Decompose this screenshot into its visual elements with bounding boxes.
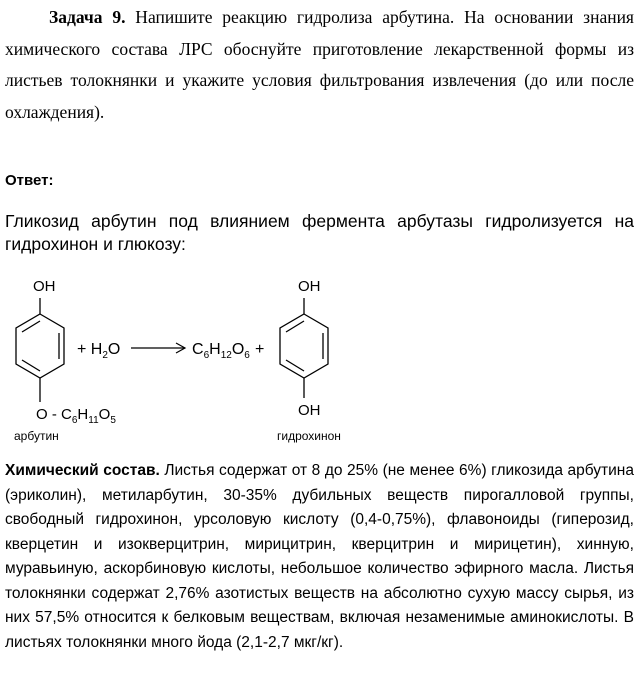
task-text: Напишите реакцию гидролиза арбутина. На основании знания химического состава ЛРС обоснуйте приготовление лекарственной формы из листьев толокнянки и укажите условия фильтрования извлечения (до или после охлаждения). xyxy=(5,7,634,122)
label-hydroquinone: гидрохинон xyxy=(277,429,341,443)
composition-heading: Химический состав. xyxy=(5,462,160,479)
oh-bottom-right: OH xyxy=(298,402,321,419)
arbutin-ring xyxy=(16,298,64,402)
oh-top-right: OH xyxy=(298,278,321,295)
glucose-formula: $C_6H_{12}O_6$ xyxy=(192,341,250,361)
composition-text: Листья содержат от 8 до 25% (не менее 6%) гликозида арбутина (эриколин), метиларбутин, 30-35% дубильных веществ пирогалловой группы, свободный гидрохинон, урсоловую кислоту (0,4-0,75%), флавоноиды (гиперозид, кверцетин и изокверцитрин, мирицитрин, кверцитрин и мирицетин), хинную, муравьиную, аскорбиновую кислоты, небольшое количество эфирного масла. Листья толокнянки содержат 2,76% азотистых веществ на абсолютно сухую массу сырья, из них 57,5% относится к белковым веществам, включая незаменимые аминокислоты. В листьях толокнянки много йода (2,1-2,7 мкг/кг). xyxy=(5,462,634,651)
glycoside-group: O - $C_6H_{11}O_5$ xyxy=(36,406,116,426)
hydrolysis-reaction-scheme xyxy=(0,270,639,450)
composition-paragraph xyxy=(5,459,634,655)
plus-water: + $H_2O$ xyxy=(77,341,121,361)
answer-title: Ответ: xyxy=(5,172,54,189)
task-paragraph xyxy=(5,2,634,128)
answer-intro: Гликозид арбутин под влиянием фермента арбутазы гидролизуется на гидрохинон и глюкозу: xyxy=(5,211,634,254)
reaction-arrow xyxy=(131,343,185,353)
label-arbutin: арбутин xyxy=(14,429,59,443)
oh-top-left: OH xyxy=(33,278,56,295)
hydroquinone-ring xyxy=(280,298,328,398)
plus-sign: + xyxy=(255,341,265,358)
task-label: Задача 9. xyxy=(49,7,126,27)
